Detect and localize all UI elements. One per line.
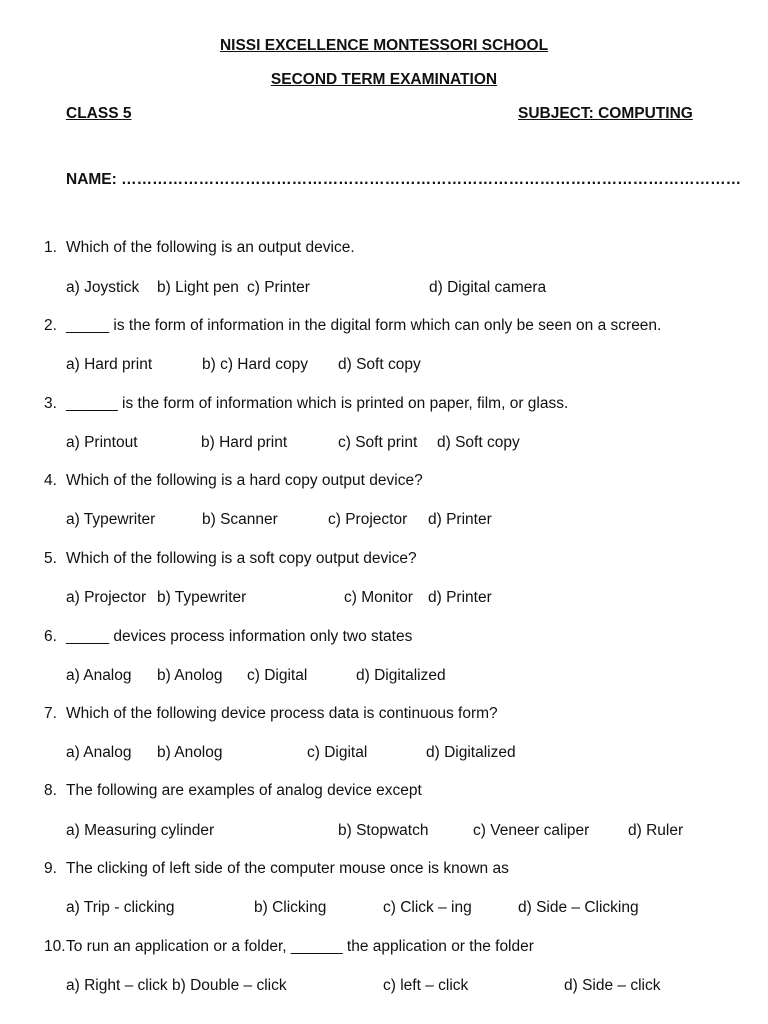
option-a: a) Typewriter (66, 511, 156, 528)
question-number: 8. (44, 782, 57, 799)
option-d: d) Ruler (628, 822, 684, 839)
option-d: d) Digitalized (356, 667, 446, 684)
option-d: d) Digitalized (426, 744, 516, 761)
question-text: _____ is the form of information in the digital form which can only be seen on a screen. (66, 317, 662, 334)
option-c: c) Click – ing (383, 899, 472, 916)
question-number: 9. (44, 860, 57, 877)
option-a: a) Printout (66, 434, 138, 451)
school-name: NISSI EXCELLENCE MONTESSORI SCHOOL (219, 37, 549, 54)
option-d: d) Printer (428, 511, 492, 528)
option-a: a) Analog (66, 744, 132, 761)
question-text: To run an application or a folder, ______ the application or the folder (66, 938, 534, 955)
option-b: b) Light pen (157, 279, 239, 296)
option-b: b) Hard print (201, 434, 288, 451)
exam-title: SECOND TERM EXAMINATION (270, 71, 498, 88)
question-text: ______ is the form of information which is printed on paper, film, or glass. (66, 395, 569, 412)
option-d: d) Printer (428, 589, 492, 606)
option-d: d) Side – Clicking (518, 899, 639, 916)
question-number: 5. (44, 550, 57, 567)
option-a: a) Joystick (66, 279, 140, 296)
subject-label: SUBJECT: COMPUTING (518, 105, 693, 122)
option-c: c) Printer (247, 279, 310, 296)
option-b: b) Stopwatch (338, 822, 429, 839)
option-c: c) Projector (328, 511, 408, 528)
question-text: Which of the following is an output device. (66, 239, 355, 256)
question-number: 6. (44, 628, 57, 645)
option-b: b) Scanner (202, 511, 278, 528)
option-c: c) left – click (383, 977, 469, 994)
question-text: Which of the following is a hard copy output device? (66, 472, 423, 489)
option-a: a) Trip - clicking (66, 899, 175, 916)
question-number: 3. (44, 395, 57, 412)
option-a: a) Right – click (66, 977, 168, 994)
name-field-line: NAME: ………………………………………………………………………………………………………… (66, 171, 742, 188)
question-number: 7. (44, 705, 57, 722)
question-number: 4. (44, 472, 57, 489)
question-text: The following are examples of analog device except (66, 782, 422, 799)
question-number: 1. (44, 239, 57, 256)
option-a: a) Analog (66, 667, 132, 684)
option-d: d) Soft copy (338, 356, 421, 373)
option-b: b) Anolog (157, 667, 223, 684)
question-text: _____ devices process information only two states (66, 628, 413, 645)
option-b: b) Anolog (157, 744, 223, 761)
option-b-c: b) c) Hard copy (202, 356, 308, 373)
option-b: b) Typewriter (157, 589, 247, 606)
option-d: d) Side – click (564, 977, 661, 994)
option-d: d) Soft copy (437, 434, 520, 451)
option-b: b) Clicking (254, 899, 327, 916)
question-number: 2. (44, 317, 57, 334)
option-a: a) Measuring cylinder (66, 822, 215, 839)
option-c: c) Digital (247, 667, 308, 684)
option-c: c) Soft print (338, 434, 418, 451)
option-c: c) Veneer caliper (473, 822, 590, 839)
option-b: b) Double – click (172, 977, 287, 994)
option-a: a) Projector (66, 589, 147, 606)
option-a: a) Hard print (66, 356, 153, 373)
option-c: c) Digital (307, 744, 368, 761)
option-d: d) Digital camera (429, 279, 547, 296)
question-text: Which of the following is a soft copy output device? (66, 550, 417, 567)
question-text: The clicking of left side of the computer mouse once is known as (66, 860, 509, 877)
class-label: CLASS 5 (66, 105, 132, 122)
question-number: 10. (44, 938, 66, 955)
question-text: Which of the following device process data is continuous form? (66, 705, 498, 722)
option-c: c) Monitor (344, 589, 413, 606)
